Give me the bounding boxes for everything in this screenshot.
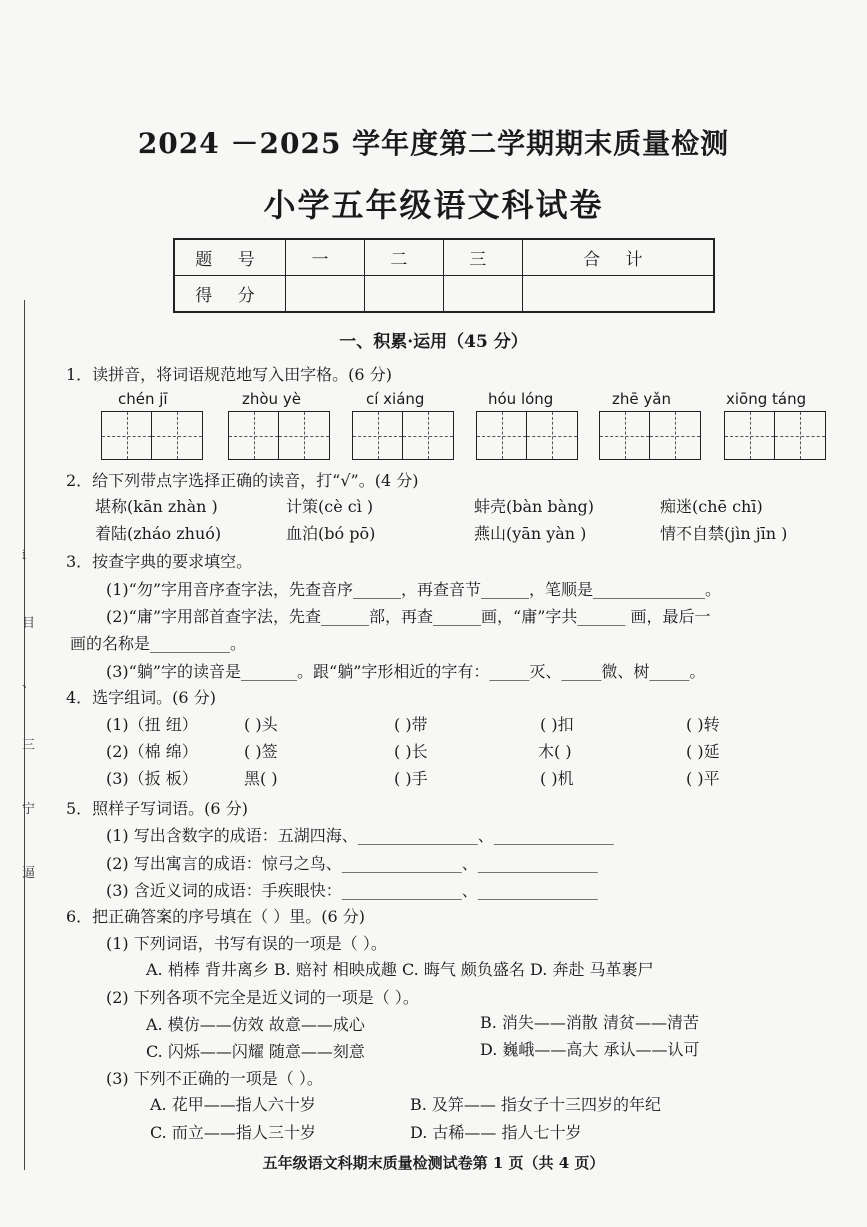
q4-blank[interactable]: ( )平	[686, 769, 720, 788]
q6-sub-2-option-a[interactable]: A. 模仿——仿效 故意——成心	[146, 1015, 365, 1034]
writing-grid-5[interactable]	[599, 411, 701, 460]
question-2-stem: 2．给下列带点字选择正确的读音，打“√”。(4 分)	[66, 471, 419, 490]
q4-blank[interactable]: ( )手	[394, 769, 428, 788]
q4-blank[interactable]: ( )扣	[540, 715, 574, 734]
q6-sub-3-option-a[interactable]: A. 花甲——指人六十岁	[150, 1095, 316, 1114]
question-1-stem: 1．读拼音，将词语规范地写入田字格。(6 分)	[66, 365, 392, 384]
q2-option[interactable]: 燕山(yān yàn )	[474, 524, 587, 543]
q6-sub-3-option-b[interactable]: B. 及笄—— 指女子十三四岁的年纪	[410, 1095, 662, 1114]
q6-sub-2-option-b[interactable]: B. 消失——消散 清贫——清苦	[480, 1013, 700, 1032]
q2-option[interactable]: 痴迷(chē chī)	[660, 497, 763, 516]
q3-line-4: (3)“躺”字的读音是_______。跟“躺”字形相近的字有：_____灭、_____微、树_____。	[106, 662, 706, 681]
score-header-total: 合 计	[522, 239, 714, 276]
q4-blank[interactable]: ( )转	[686, 715, 720, 734]
exam-period-title: 2024 －2025 学年度第二学期期末质量检测	[137, 127, 730, 160]
q4-blank[interactable]: ( )延	[686, 742, 720, 761]
pinyin-4: hóu lóng	[488, 390, 554, 408]
score-cell-2[interactable]	[364, 276, 443, 313]
score-header-3: 三	[443, 239, 522, 276]
q5-line-1[interactable]: (1) 写出含数字的成语：五湖四海、_______________、_______________	[106, 826, 614, 845]
q4-row-2-label: (2)（棉 绵）	[106, 742, 198, 761]
question-3-stem: 3．按查字典的要求填空。	[66, 552, 253, 571]
q3-line-1: (1)“勿”字用音序查字法，先查音序______，再查音节______，笔顺是______________。	[106, 580, 722, 599]
q2-option[interactable]: 蚌壳(bàn bàng)	[474, 497, 594, 516]
score-row-label: 得 分	[174, 276, 286, 313]
margin-mark: 宁	[22, 802, 36, 817]
q2-option[interactable]: 计策(cè cì )	[286, 497, 374, 516]
score-cell-1[interactable]	[286, 276, 365, 313]
page-footer: 五年级语文科期末质量检测试卷第 1 页（共 4 页）	[262, 1154, 605, 1172]
margin-mark: 目	[22, 616, 36, 631]
q4-row-3-label: (3)（扳 板）	[106, 769, 198, 788]
q4-blank[interactable]: ( )头	[244, 715, 278, 734]
q4-blank[interactable]: ( )长	[394, 742, 428, 761]
section-heading: 一、积累·运用（45 分）	[339, 332, 528, 352]
score-cell-total[interactable]	[522, 276, 714, 313]
q6-sub-2: (2) 下列各项不完全是近义词的一项是（ ）。	[106, 988, 419, 1007]
margin-mark: 三	[22, 738, 36, 753]
q6-sub-3-option-d[interactable]: D. 古稀—— 指人七十岁	[410, 1123, 582, 1142]
margin-mark: 、	[22, 676, 36, 691]
q2-option[interactable]: 着陆(zháo zhuó)	[95, 524, 222, 543]
score-table	[173, 238, 715, 313]
q6-sub-3-option-c[interactable]: C. 而立——指人三十岁	[150, 1123, 316, 1142]
q6-sub-3: (3) 下列不正确的一项是（ ）。	[106, 1069, 323, 1088]
q3-line-2: (2)“庸”字用部首查字法，先查______部，再查______画，“庸”字共______ 画，最后一	[106, 607, 711, 626]
score-header-1: 一	[286, 239, 365, 276]
q2-option[interactable]: 情不自禁(jìn jīn )	[660, 524, 788, 543]
q5-line-3[interactable]: (3) 含近义词的成语：手疾眼快：_______________、_______________	[106, 881, 598, 900]
score-header-2: 二	[364, 239, 443, 276]
q5-line-2[interactable]: (2) 写出寓言的成语：惊弓之鸟、_______________、_______________	[106, 854, 598, 873]
pinyin-2: zhòu yè	[242, 390, 301, 408]
question-4-stem: 4．选字组词。(6 分)	[66, 688, 216, 707]
q3-line-3: 画的名称是__________。	[70, 634, 247, 653]
writing-grid-6[interactable]	[724, 411, 826, 460]
q2-option[interactable]: 血泊(bó pō)	[286, 524, 376, 543]
q4-blank[interactable]: ( )机	[540, 769, 574, 788]
exam-subject-title: 小学五年级语文科试卷	[263, 186, 604, 224]
q6-sub-1-options[interactable]: A. 梢棒 背井离乡 B. 赔衬 相映成趣 C. 晦气 颇负盛名 D. 奔赴 马革裹尸	[146, 960, 654, 979]
writing-grid-1[interactable]	[101, 411, 203, 460]
score-header-label: 题 号	[174, 239, 286, 276]
score-cell-3[interactable]	[443, 276, 522, 313]
margin-mark: 逼	[22, 866, 36, 881]
pinyin-6: xiōng táng	[726, 390, 807, 408]
q4-blank[interactable]: 木( )	[538, 742, 572, 761]
question-5-stem: 5．照样子写词语。(6 分)	[66, 799, 248, 818]
pinyin-3: cí xiáng	[366, 390, 425, 408]
q6-sub-1: (1) 下列词语，书写有误的一项是（ ）。	[106, 934, 387, 953]
writing-grid-2[interactable]	[228, 411, 330, 460]
writing-grid-3[interactable]	[352, 411, 454, 460]
writing-grid-4[interactable]	[476, 411, 578, 460]
margin-mark: i	[22, 548, 27, 563]
pinyin-5: zhē yǎn	[612, 390, 671, 408]
question-6-stem: 6．把正确答案的序号填在（ ）里。(6 分)	[66, 907, 366, 926]
q4-blank[interactable]: 黑( )	[244, 769, 278, 788]
q4-blank[interactable]: ( )带	[394, 715, 428, 734]
q6-sub-2-option-d[interactable]: D. 巍峨——高大 承认——认可	[480, 1040, 700, 1059]
q4-row-1-label: (1)（扭 纽）	[106, 715, 198, 734]
q4-blank[interactable]: ( )签	[244, 742, 278, 761]
q6-sub-2-option-c[interactable]: C. 闪烁——闪耀 随意——刻意	[146, 1042, 365, 1061]
pinyin-1: chén jī	[118, 390, 168, 408]
q2-option[interactable]: 堪称(kān zhàn )	[95, 497, 218, 516]
